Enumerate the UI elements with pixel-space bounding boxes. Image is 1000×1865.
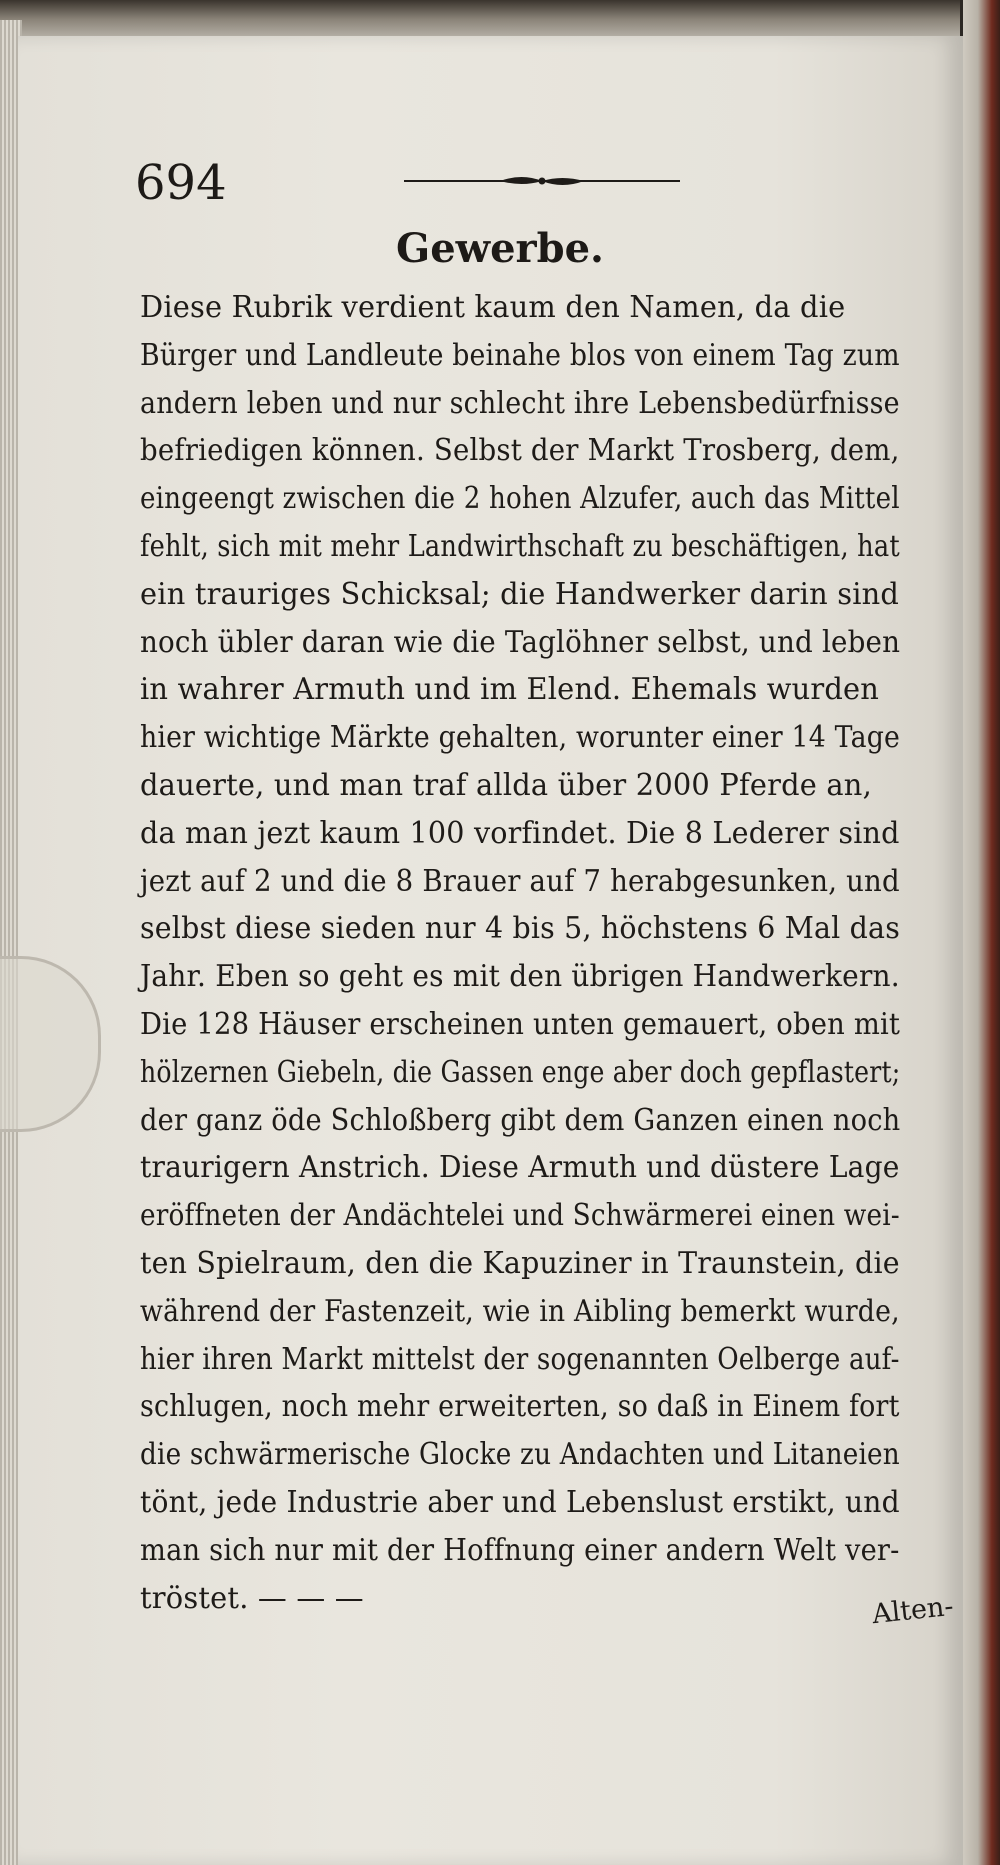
text-line: selbst diese sieden nur 4 bis 5, höchstens 6 Mal das (140, 911, 900, 947)
text-line: tröstet. — — — (140, 1580, 364, 1616)
book-binding-edge (963, 0, 1000, 1865)
catchword: Alten- (870, 1590, 955, 1631)
text-line: Die 128 Häuser erscheinen unten gemauert, oben mit (140, 1007, 901, 1042)
text-line: dauerte, und man traf allda über 2000 Pferde an, (140, 768, 872, 803)
text-line: Bürger und Landleute beinahe blos von einem Tag zum (140, 337, 900, 373)
text-line: eröffneten der Andächtelei und Schwärmerei einen wei- (140, 1198, 900, 1234)
text-line: traurigern Anstrich. Diese Armuth und düstere Lage (140, 1150, 900, 1186)
text-line: man sich nur mit der Hoffnung einer andern Welt ver- (140, 1532, 900, 1568)
text-line: hier ihren Markt mittelst der sogenannten Oelberge auf- (140, 1341, 900, 1377)
text-line: schlugen, noch mehr erweiterten, so daß in Einem fort (140, 1389, 900, 1425)
text-line: da man jezt kaum 100 vorfindet. Die 8 Lederer sind (140, 815, 900, 851)
text-line: andern leben und nur schlecht ihre Lebensbedürfnisse (140, 385, 900, 421)
text-line: tönt, jede Industrie aber und Lebenslust erstikt, und (140, 1485, 900, 1520)
text-line: die schwärmerische Glocke zu Andachten und Litaneien (140, 1437, 900, 1473)
header-ornament-rule (404, 174, 680, 188)
text-line: befriedigen können. Selbst der Markt Trosberg, dem, (140, 433, 900, 469)
text-line: noch übler daran wie die Taglöhner selbst, und leben (140, 624, 901, 660)
text-line: ein trauriges Schicksal; die Handwerker darin sind (140, 576, 900, 612)
text-line: während der Fastenzeit, wie in Aibling bemerkt wurde, (140, 1293, 900, 1329)
text-line: ten Spielraum, den die Kapuziner in Traunstein, die (140, 1246, 900, 1281)
page-clip (0, 956, 101, 1132)
text-line: fehlt, sich mit mehr Landwirthschaft zu beschäftigen, hat (140, 529, 900, 564)
text-line: der ganz öde Schloßberg gibt dem Ganzen einen noch (140, 1102, 901, 1138)
text-line: Jahr. Eben so geht es mit den übrigen Handwerkern. (140, 959, 900, 995)
text-line: hölzernen Giebeln, die Gassen enge aber doch gepflastert; (140, 1054, 901, 1090)
section-heading: Gewerbe. (396, 225, 604, 272)
text-line: jezt auf 2 und die 8 Brauer auf 7 herabgesunken, und (140, 863, 900, 899)
page-number: 694 (135, 155, 227, 211)
text-line: eingeengt zwischen die 2 hohen Alzufer, auch das Mittel (140, 481, 900, 517)
text-line: Diese Rubrik verdient kaum den Namen, da die (140, 290, 846, 325)
text-line: hier wichtige Märkte gehalten, worunter einer 14 Tage (140, 720, 901, 756)
text-line: in wahrer Armuth und im Elend. Ehemals wurden (140, 672, 880, 708)
